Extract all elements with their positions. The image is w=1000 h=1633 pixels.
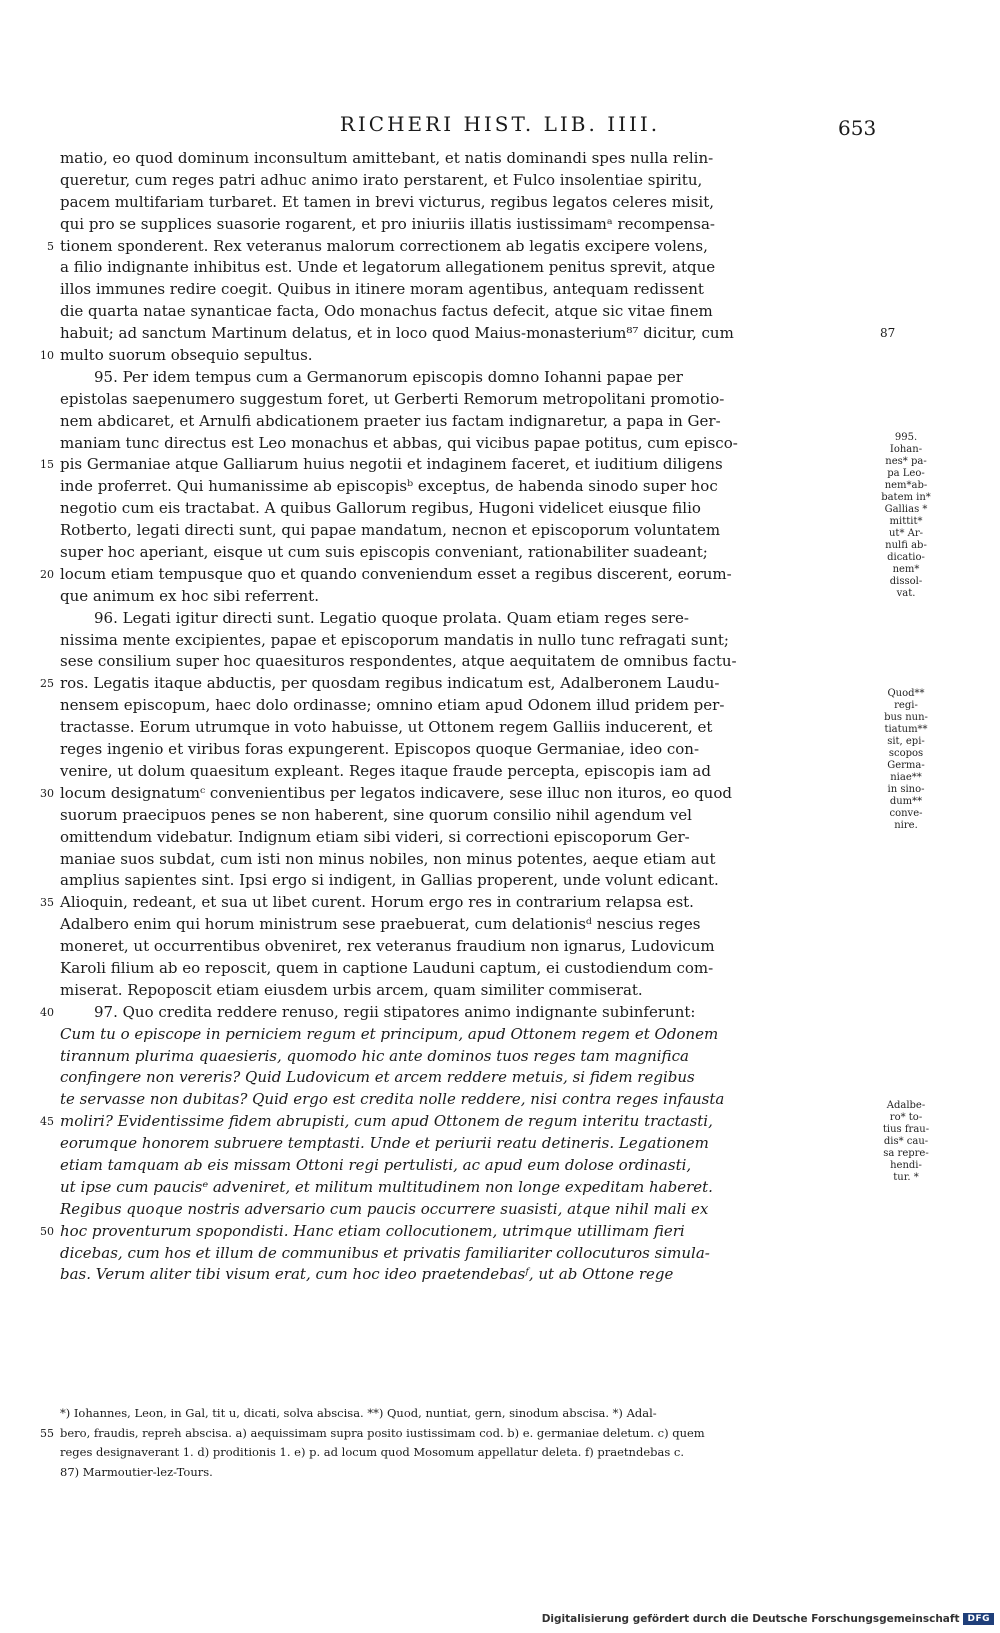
sidenote-line: vat. [896,588,916,599]
text-line [60,1024,850,1046]
line-text: 95. Per idem tempus cum a Germanorum episcopis domno Iohanni papae per [94,367,683,386]
line-text: tirannum plurima quaesieris, quomodo hic ante dominos tuos reges tam magnifica [60,1046,689,1065]
sidenote-line: Quod** [887,688,925,699]
text-line [60,542,850,564]
footnote-line [60,1463,850,1483]
line-text: moneret, ut occurrentibus obveniret, rex veteranus fraudium non ignarus, Ludovicum [60,937,715,956]
line-text: moliri? Evidentissime fidem abrupisti, cum apud Ottonem de regum interitu tractasti, [60,1112,713,1131]
text-line [60,1067,850,1089]
line-number: 45 [40,1115,54,1129]
line-text: nem abdicaret, et Arnulfi abdicationem praeter ius factam indignaretur, a papa in Ger- [60,411,721,430]
line-text: Cum tu o episcope in perniciem regum et principum, apud Ottonem regem et Odonem [60,1024,719,1043]
running-title: RICHERI HIST. LIB. IIII. [339,112,661,136]
sidenote-line: tius frau- [882,1124,930,1135]
line-text: qui pro se supplices suasorie rogarent, et pro iniuriis illatis iustissimamᵃ recompensa- [60,214,715,233]
line-number: 55 [40,1426,54,1440]
line-text: te servasse non dubitas? Quid ergo est credita nolle reddere, nisi contra reges infausta [60,1090,725,1109]
text-line [60,1046,850,1068]
line-text: Adalbero enim qui horum ministrum sese praebuerat, cum delationisᵈ nescius reges [60,915,701,934]
sidenote-line: dissol- [889,576,923,587]
sidenote-line: sit, epi- [887,736,925,747]
line-text: maniam tunc directus est Leo monachus et abbas, qui vicibus papae potitus, cum episco- [60,433,738,452]
line-number: 40 [40,1005,54,1019]
text-line [60,279,850,301]
line-number: 35 [40,896,54,910]
text-line [60,1264,850,1286]
sidenote-line: nes* pa- [885,456,927,467]
line-text: Regibus quoque nostris adversario cum paucis occurrere suasisti, atque nihil mali ex [60,1199,709,1218]
text-line [60,148,850,170]
line-text: Rotberto, legati directi sunt, qui papae mandatum, necnon et episcoporum voluntatem [60,521,721,540]
footnote-text: 87) Marmoutier-lez-Tours. [60,1464,213,1479]
sidenote-line: nulfi ab- [885,540,927,551]
line-text: amplius sapientes sint. Ipsi ergo si indigent, in Gallias properent, unde volunt edicant. [60,871,719,890]
text-line [60,1199,850,1221]
text-line [40,345,850,367]
line-text: locum etiam tempusque quo et quando conveniendum esset a regibus discerent, eorum- [60,564,732,583]
sidenote-line: tiatum** [884,724,928,735]
text-line [60,301,850,323]
line-text: a filio indignante inhibitus est. Unde et legatorum allegationem penitus sprevit, atque [60,258,716,277]
sidenote-line: scopos [888,748,924,759]
text-line [40,1111,850,1133]
text-line [60,192,850,214]
text-line [60,433,850,455]
sidenote-line: dum** [889,796,923,807]
footnotes [40,1404,850,1482]
line-text: pis Germaniae atque Galliarum huius negotii et indaginem faceret, et iuditium diligens [60,455,723,474]
text-line [40,454,850,476]
sidenote-line: bus nun- [884,712,928,723]
text-line [40,1002,850,1024]
sidenote-line: Adalbe- [886,1100,926,1111]
text-line [60,214,850,236]
sidenote-line: dis* cau- [883,1136,929,1147]
text-line [47,236,850,258]
line-number: 5 [47,239,54,253]
line-text: Alioquin, redeant, et sua ut libet curent. Horum ergo res in contrarium relapsa est. [60,893,694,912]
line-text: matio, eo quod dominum inconsultum amittebant, et natis dominandi spes nulla relin- [60,149,714,167]
text-line [60,1133,850,1155]
sidenote-line: hendi- [890,1160,922,1171]
line-text: inde proferret. Qui humanissime ab episcopisᵇ exceptus, de habenda sinodo super hoc [60,477,718,496]
line-number: 20 [40,567,54,581]
main-text [40,148,896,1286]
line-text: maniae suos subdat, cum isti non minus nobiles, non minus potentes, aeque etiam aut [60,849,716,868]
margin-reference: 87 [880,326,896,341]
text-line [60,257,850,279]
footnote-text: bero, fraudis, repreh abscisa. a) aequissimam supra posito iustissimam cod. b) e. germaniae deletum. c) quem [60,1425,705,1440]
sidenote-line: 995. [894,432,918,443]
text-line [60,805,850,827]
line-text: 97. Quo credita reddere renuso, regii stipatores animo indignante subinferunt: [94,1002,696,1021]
sidenote-line: regi- [894,700,918,711]
text-line [60,367,850,389]
line-number: 50 [40,1224,54,1238]
text-line [60,936,850,958]
text-line [60,476,850,498]
sidenote-quod-regibus [858,688,954,832]
line-number: 10 [40,349,54,363]
line-text: multo suorum obsequio sepultus. [60,346,313,365]
line-text: queretur, cum reges patri adhuc animo irato perstarent, et Fulco insolentiae spiritu, [60,170,703,189]
sidenote-line: Gallias * [884,504,928,515]
sidenote-line: Germa- [887,760,925,771]
footnote-text: *) Iohannes, Leon, in Gal, tit u, dicati, solva abscisa. **) Quod, nuntiat, gern, sinodum abscisa. *) Adal- [60,1406,657,1420]
line-text: tionem sponderent. Rex veteranus malorum correctionem ab legatis excipere volens, [60,236,708,255]
sidenote-line: nire. [894,820,918,831]
text-line [40,892,850,914]
page-number: 653 [838,116,877,140]
footnote-line [40,1424,850,1444]
text-line [60,1243,850,1265]
line-text: suorum praecipuos penes se non haberent, sine quorum consilio nihil agendum vel [60,805,692,824]
sidenote-line: sa repre- [883,1148,929,1159]
line-text: etiam tamquam ab eis missam Ottoni regi pertulisti, ac apud eum dolose ordinasti, [60,1155,692,1174]
line-text: hoc proventurum spopondisti. Hanc etiam collocutionem, utrimque utillimam fieri [60,1221,685,1240]
sidenote-adalbero [858,1100,954,1184]
line-text: locum designatumᶜ convenientibus per legatos indicavere, sese illuc non ituros, eo quod [60,783,732,802]
text-line [60,630,850,652]
text-line [40,564,850,586]
text-line [60,411,850,433]
sidenote-line: pa Leo- [887,468,925,479]
line-text: bas. Verum aliter tibi visum erat, cum hoc ideo praetendebasᶠ, ut ab Ottone rege [60,1265,674,1284]
sidenote-line: nem*ab- [884,480,928,491]
text-line [60,586,850,608]
line-text: reges ingenio et viribus foras expungerent. Episcopos quoque Germaniae, ideo con- [60,740,700,759]
line-text: sese consilium super hoc quaesituros respondentes, atque aequitatem de omnibus factu- [60,652,737,671]
text-line [60,717,850,739]
sidenote-line: in sino- [887,784,925,795]
line-text: nissima mente excipientes, papae et episcoporum mandatis in nullo tunc refragati sunt; [60,630,729,649]
sidenote-line: tur. * [893,1172,919,1183]
text-line [60,651,850,673]
text-line [60,1155,850,1177]
line-text: confingere non vereris? Quid Ludovicum et arcem reddere metuis, si fidem regibus [60,1068,695,1087]
sidenote-line: niae** [890,772,922,783]
line-text: dicebas, cum hos et illum de communibus et privatis familiariter collocuturos simula- [60,1243,710,1262]
line-text: pacem multifariam turbaret. Et tamen in brevi victurus, regibus legatos celeres misit, [60,192,715,211]
line-text: venire, ut dolum quaesitum expleant. Reges itaque fraude percepta, episcopis iam ad [60,761,711,780]
sidenote-line: mittit* [889,516,923,527]
footnote-line [60,1404,850,1424]
line-text: eorumque honorem subruere temptasti. Unde et periurii reatu detineris. Legationem [60,1134,709,1153]
dfg-logo: DFG [963,1613,994,1625]
text-line [40,783,850,805]
text-line [60,739,850,761]
text-line [60,170,850,192]
text-line [60,914,850,936]
line-text: die quarta natae synanticae facta, Odo monachus factus defecit, atque sic vitae finem [60,302,713,321]
line-text: tractasse. Eorum utrumque in voto habuisse, ut Ottonem regem Galliis inducerent, et [60,718,713,737]
line-text: miserat. Repoposcit etiam eiusdem urbis arcem, quam similiter commiserat. [60,980,643,999]
text-line [60,761,850,783]
text-line [60,498,850,520]
sidenote-line: nem* [892,564,920,575]
sidenote-line: batem in* [881,492,931,503]
footer-text: Digitalisierung gefördert durch die Deutsche Forschungsgemeinschaft [541,1613,960,1625]
text-line [60,870,850,892]
text-line [60,1177,850,1199]
text-line [60,520,850,542]
sidenote-line: Iohan- [889,444,923,455]
text-line [40,673,850,695]
line-text: epistolas saepenumero suggestum foret, ut Gerberti Remorum metropolitani promotio- [60,389,725,408]
text-line [40,1221,850,1243]
line-text: habuit; ad sanctum Martinum delatus, et in loco quod Maius-monasterium⁸⁷ dicitur, cum [60,324,734,343]
text-line [60,389,850,411]
line-text: 96. Legati igitur directi sunt. Legatio quoque prolata. Quam etiam reges sere- [94,608,689,627]
sidenote-995 [858,432,954,600]
line-text: que animum ex hoc sibi referrent. [60,586,319,605]
digitization-footer [542,1609,994,1629]
line-text: ros. Legatis itaque abductis, per quosdam regibus indicatum est, Adalberonem Laudu- [60,674,720,693]
sidenote-line: ut* Ar- [888,528,924,539]
line-text: ut ipse cum paucisᵉ adveniret, et militum multitudinem non longe expeditam haberet. [60,1177,713,1196]
running-head [0,112,1000,142]
line-text: Karoli filium ab eo reposcit, quem in captione Lauduni captum, ei custodiendum com- [60,958,714,977]
text-line [60,827,850,849]
text-line [60,958,850,980]
sidenote-line: conve- [889,808,923,819]
footnote-text: reges designaverant 1. d) proditionis 1. e) p. ad locum quod Mosomum appellatur deleta. f) praetndebas c. [60,1445,684,1459]
line-text: illos immunes redire coegit. Quibus in itinere moram agentibus, antequam redissent [60,280,704,299]
line-text: super hoc aperiant, eisque ut cum suis episcopis conveniant, rationabiliter suadeant; [60,543,708,562]
text-line [60,695,850,717]
sidenote-line: dicatio- [887,552,925,563]
line-number: 25 [40,677,54,691]
text-line [60,1089,850,1111]
sidenote-line: ro* to- [889,1112,923,1123]
text-line [60,849,850,871]
line-number: 15 [40,458,54,472]
footnote-line [60,1443,850,1463]
text-line [60,323,896,345]
line-text: omittendum videbatur. Indignum etiam sibi videri, si correctioni episcoporum Ger- [60,827,690,846]
line-number: 30 [40,786,54,800]
text-line [60,980,850,1002]
line-text: negotio cum eis tractabat. A quibus Gallorum regibus, Hugoni videlicet eiusque filio [60,499,701,518]
text-line [60,608,850,630]
line-text: nensem episcopum, haec dolo ordinasse; omnino etiam apud Odonem illud pridem per- [60,696,725,715]
